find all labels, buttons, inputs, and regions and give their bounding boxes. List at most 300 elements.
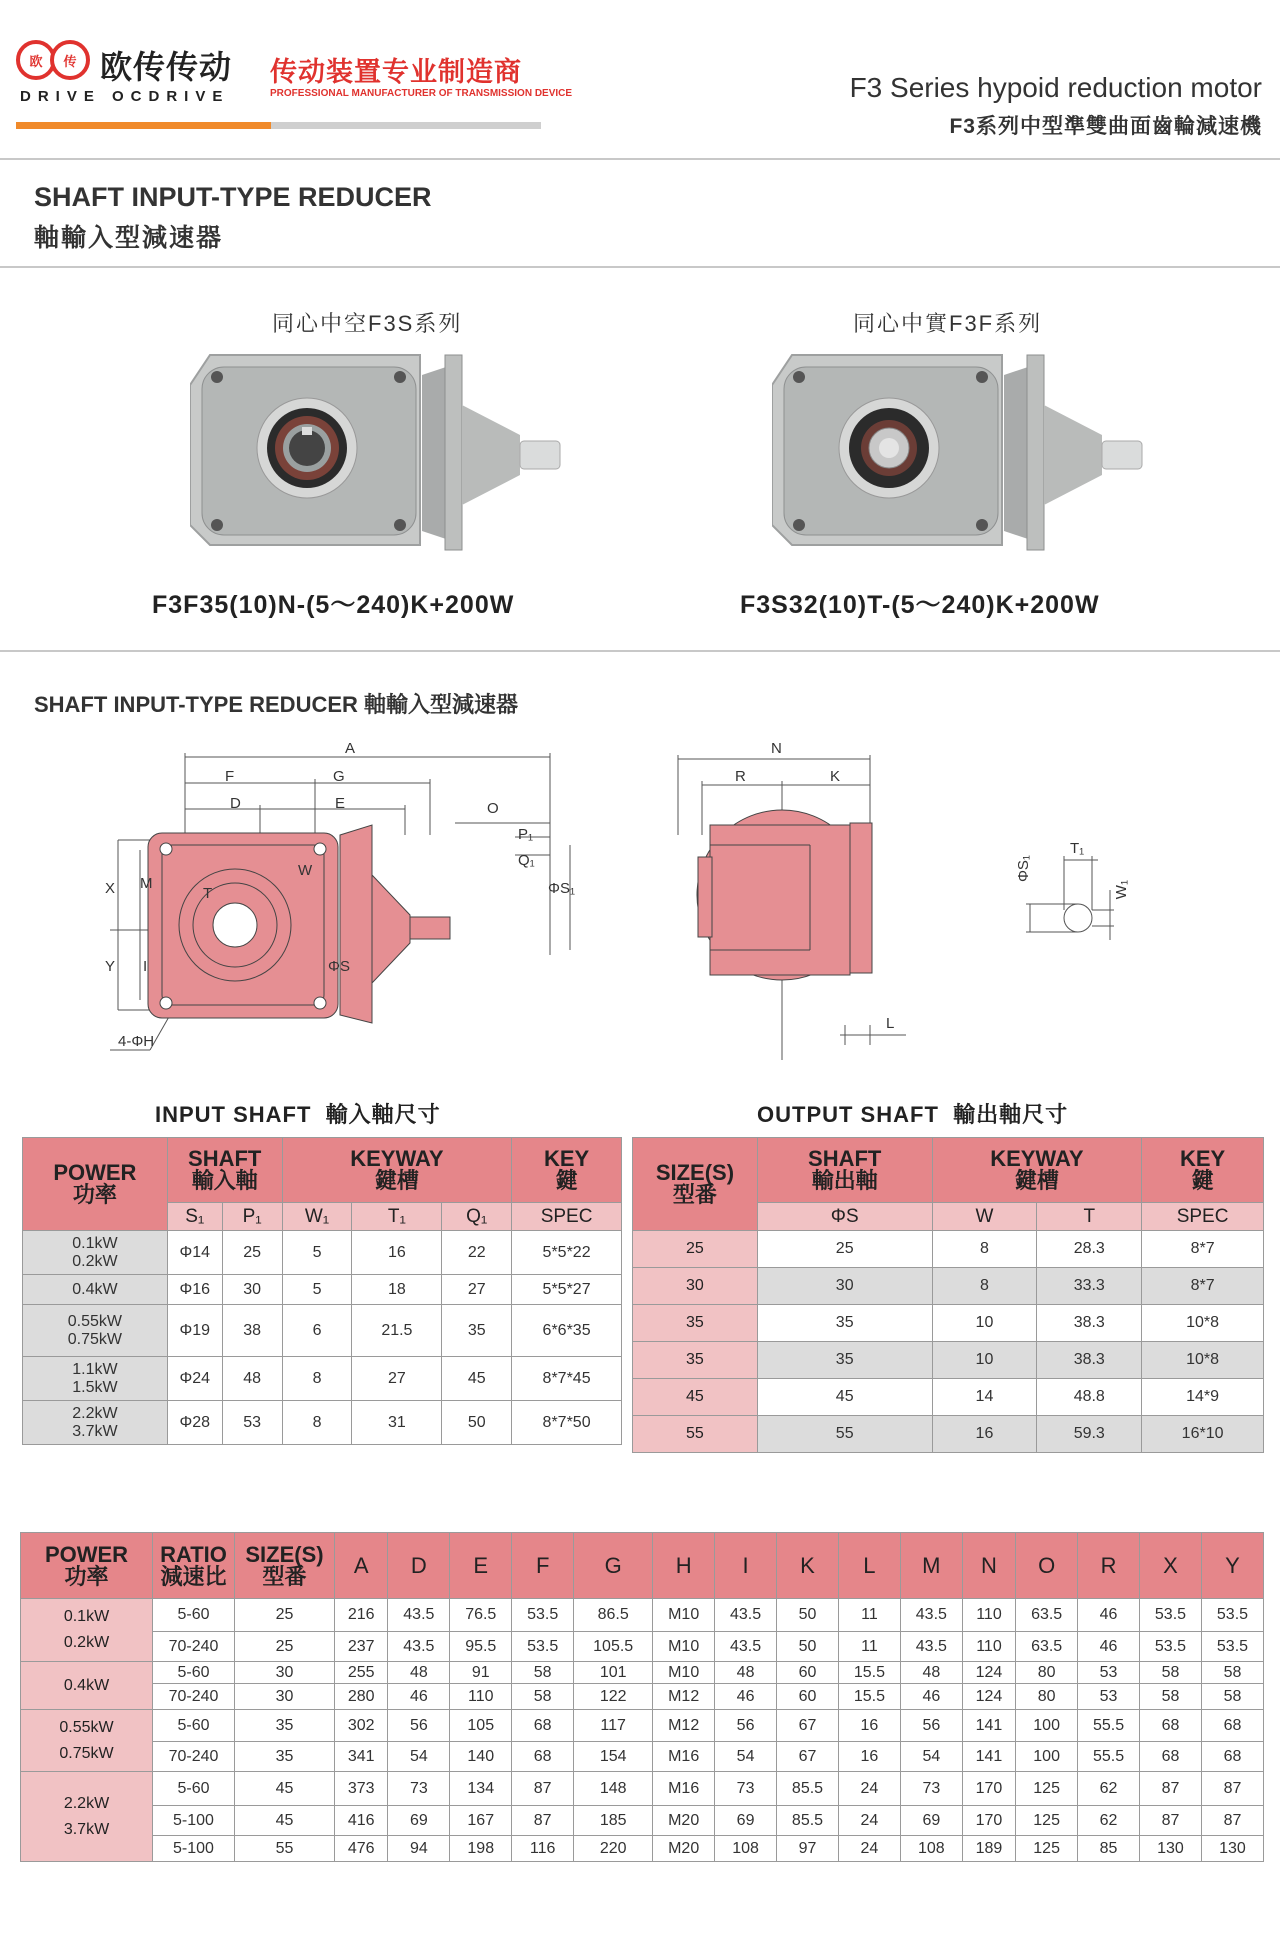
col-header-L: L: [838, 1533, 900, 1599]
col-header: S₁: [167, 1203, 222, 1231]
value-cell: 73: [388, 1772, 450, 1806]
value-cell: 68: [1140, 1710, 1202, 1742]
value-cell: 68: [1201, 1742, 1263, 1772]
value-cell: 45: [757, 1379, 932, 1416]
header-accent-bar-gray: [271, 122, 541, 129]
value-cell: 46: [1078, 1599, 1140, 1632]
value-cell: 73: [715, 1772, 777, 1806]
dim-label-H: 4-ΦH: [118, 1033, 155, 1050]
value-cell: 27: [352, 1357, 442, 1401]
value-cell: 11: [838, 1599, 900, 1632]
value-cell: 58: [512, 1684, 574, 1710]
value-cell: 87: [1201, 1806, 1263, 1836]
value-cell: 16: [838, 1742, 900, 1772]
value-cell: 48: [222, 1357, 282, 1401]
col-header: W: [932, 1203, 1037, 1231]
value-cell: 30: [757, 1268, 932, 1305]
value-cell: 141: [962, 1710, 1015, 1742]
value-cell: 5-60: [153, 1662, 235, 1684]
value-cell: 8: [932, 1231, 1037, 1268]
value-cell: 56: [715, 1710, 777, 1742]
value-cell: 5: [282, 1231, 352, 1275]
value-cell: 8: [282, 1357, 352, 1401]
value-cell: 58: [1140, 1684, 1202, 1710]
header-size: [235, 1533, 335, 1599]
table-row: [633, 1305, 1264, 1342]
value-cell: 18: [352, 1275, 442, 1305]
value-cell: 125: [1016, 1836, 1078, 1862]
value-cell: 60: [777, 1684, 839, 1710]
size-cell: 35: [633, 1342, 758, 1379]
value-cell: 14: [932, 1379, 1037, 1416]
power-cell: 0.55kW 0.75kW: [21, 1710, 153, 1772]
col-header-R: R: [1078, 1533, 1140, 1599]
value-cell: 58: [1140, 1662, 1202, 1684]
dim-label-K: K: [830, 768, 841, 785]
value-cell: 67: [777, 1710, 839, 1742]
value-cell: 22: [442, 1231, 512, 1275]
value-cell: 5-60: [153, 1599, 235, 1632]
brand-name-en: DRIVE OCDRIVE: [20, 88, 230, 105]
size-cell: 25: [633, 1231, 758, 1268]
value-cell: 10*8: [1142, 1305, 1264, 1342]
value-cell: 31: [352, 1401, 442, 1445]
value-cell: 5*5*22: [512, 1231, 622, 1275]
value-cell: M16: [653, 1742, 715, 1772]
dim-label-N: N: [771, 740, 782, 757]
header-ratio-en: RATIO: [160, 1541, 227, 1567]
table-row: [21, 1710, 1264, 1742]
value-cell: 63.5: [1016, 1599, 1078, 1632]
value-cell: 53: [1078, 1684, 1140, 1710]
value-cell: 43.5: [388, 1632, 450, 1662]
value-cell: 70-240: [153, 1632, 235, 1662]
dim-label-W: W: [298, 862, 313, 879]
table-row: [21, 1772, 1264, 1806]
value-cell: 30: [235, 1662, 335, 1684]
size-cell: 35: [633, 1305, 758, 1342]
value-cell: 68: [1140, 1742, 1202, 1772]
dim-label-E: E: [335, 795, 346, 812]
header-size-cn: 型番: [262, 1563, 307, 1589]
value-cell: 8: [282, 1401, 352, 1445]
value-cell: 220: [574, 1836, 653, 1862]
size-cell: 30: [633, 1268, 758, 1305]
value-cell: 302: [335, 1710, 388, 1742]
col-header-O: O: [1016, 1533, 1078, 1599]
dim-label-S: ΦS: [328, 958, 350, 975]
value-cell: 5: [282, 1275, 352, 1305]
value-cell: 53: [222, 1401, 282, 1445]
value-cell: Φ14: [167, 1231, 222, 1275]
value-cell: 69: [900, 1806, 962, 1836]
value-cell: 43.5: [715, 1632, 777, 1662]
table-row: [21, 1684, 1264, 1710]
slogan-en: PROFESSIONAL MANUFACTURER OF TRANSMISSION DEVICE: [270, 88, 573, 99]
value-cell: 87: [512, 1806, 574, 1836]
col-header-K: K: [777, 1533, 839, 1599]
dim-label-Y: Y: [105, 958, 116, 975]
value-cell: 43.5: [388, 1599, 450, 1632]
dim-label-D: D: [230, 795, 241, 812]
value-cell: 53.5: [1140, 1599, 1202, 1632]
table-row: [21, 1742, 1264, 1772]
value-cell: 35: [442, 1305, 512, 1357]
value-cell: 5-100: [153, 1836, 235, 1862]
header-size-en: SIZE(S): [245, 1541, 324, 1567]
header-keyway: KEYWAY 鍵槽: [282, 1138, 512, 1203]
header-power: [21, 1533, 153, 1599]
output-shaft-table: [632, 1137, 1264, 1453]
power-cell: 0.1kW 0.2kW: [21, 1599, 153, 1662]
series-label-left: 同心中空F3S系列: [272, 311, 463, 336]
value-cell: 73: [900, 1772, 962, 1806]
header-power-en: POWER: [44, 1541, 129, 1567]
value-cell: 185: [574, 1806, 653, 1836]
header-ratio: [153, 1533, 235, 1599]
output-shaft-caption: OUTPUT SHAFT 輸出軸尺寸: [757, 1102, 1069, 1127]
value-cell: 141: [962, 1742, 1015, 1772]
value-cell: 24: [838, 1836, 900, 1862]
value-cell: 15.5: [838, 1684, 900, 1710]
value-cell: 5-60: [153, 1710, 235, 1742]
dim-label-X: X: [105, 880, 116, 897]
input-shaft-table: [22, 1137, 622, 1445]
table-row: [21, 1599, 1264, 1632]
value-cell: 68: [512, 1710, 574, 1742]
value-cell: 16: [838, 1710, 900, 1742]
value-cell: M10: [653, 1662, 715, 1684]
value-cell: 25: [222, 1231, 282, 1275]
value-cell: 63.5: [1016, 1632, 1078, 1662]
dim-label-M: M: [140, 875, 153, 892]
value-cell: 170: [962, 1772, 1015, 1806]
value-cell: 68: [512, 1742, 574, 1772]
slogan-cn: 传动装置专业制造商: [270, 57, 522, 87]
value-cell: 56: [388, 1710, 450, 1742]
brand-name-cn: 欧传传动: [100, 49, 233, 85]
value-cell: 60: [777, 1662, 839, 1684]
size-cell: 55: [633, 1416, 758, 1453]
col-header-I: I: [715, 1533, 777, 1599]
value-cell: 69: [388, 1806, 450, 1836]
value-cell: 55: [757, 1416, 932, 1453]
value-cell: 56: [900, 1710, 962, 1742]
col-header: T₁: [352, 1203, 442, 1231]
value-cell: 30: [222, 1275, 282, 1305]
value-cell: 53.5: [1140, 1632, 1202, 1662]
value-cell: 15.5: [838, 1662, 900, 1684]
value-cell: 87: [512, 1772, 574, 1806]
value-cell: M10: [653, 1632, 715, 1662]
input-shaft-caption: INPUT SHAFT 輸入軸尺寸: [155, 1102, 441, 1127]
value-cell: 53.5: [1201, 1599, 1263, 1632]
value-cell: 341: [335, 1742, 388, 1772]
table-row: [23, 1401, 622, 1445]
value-cell: 54: [388, 1742, 450, 1772]
table-row: [23, 1305, 622, 1357]
dim-label-A: A: [345, 740, 356, 757]
value-cell: M10: [653, 1599, 715, 1632]
value-cell: 10: [932, 1342, 1037, 1379]
value-cell: 25: [235, 1599, 335, 1632]
value-cell: 237: [335, 1632, 388, 1662]
table-row: [633, 1231, 1264, 1268]
value-cell: 117: [574, 1710, 653, 1742]
value-cell: 50: [777, 1599, 839, 1632]
value-cell: 53: [1078, 1662, 1140, 1684]
value-cell: 35: [235, 1710, 335, 1742]
col-header-N: N: [962, 1533, 1015, 1599]
value-cell: 46: [388, 1684, 450, 1710]
value-cell: 46: [1078, 1632, 1140, 1662]
col-header: W₁: [282, 1203, 352, 1231]
value-cell: 105: [450, 1710, 512, 1742]
series-label-right: 同心中實F3F系列: [853, 311, 1043, 336]
header-key: KEY 鍵: [512, 1138, 622, 1203]
value-cell: 58: [1201, 1684, 1263, 1710]
value-cell: 5*5*27: [512, 1275, 622, 1305]
value-cell: 130: [1140, 1836, 1202, 1862]
col-header: SPEC: [1142, 1203, 1264, 1231]
power-cell: 0.4kW: [21, 1662, 153, 1710]
dim-label-G: G: [333, 768, 345, 785]
value-cell: 5-100: [153, 1806, 235, 1836]
value-cell: 43.5: [715, 1599, 777, 1632]
detail-label-W1: W₁: [1113, 880, 1130, 900]
header-key: KEY 鍵: [1142, 1138, 1264, 1203]
model-label-right: F3S32(10)T-(5～240)K+200W: [740, 591, 1100, 619]
value-cell: 45: [442, 1357, 512, 1401]
value-cell: 6*6*35: [512, 1305, 622, 1357]
value-cell: 70-240: [153, 1684, 235, 1710]
value-cell: 8*7*50: [512, 1401, 622, 1445]
table-row: [633, 1342, 1264, 1379]
dim-label-P1: P₁: [518, 826, 534, 843]
value-cell: 33.3: [1037, 1268, 1142, 1305]
table-row: [23, 1357, 622, 1401]
value-cell: 110: [962, 1599, 1015, 1632]
table-row: [21, 1632, 1264, 1662]
front-view-drawing: [110, 745, 590, 1065]
header-ratio-cn: 減速比: [160, 1563, 227, 1589]
value-cell: 189: [962, 1836, 1015, 1862]
col-header-G: G: [574, 1533, 653, 1599]
col-header-D: D: [388, 1533, 450, 1599]
header-title-en: F3 Series hypoid reduction motor: [849, 72, 1262, 103]
value-cell: 55.5: [1078, 1710, 1140, 1742]
value-cell: 140: [450, 1742, 512, 1772]
value-cell: M12: [653, 1710, 715, 1742]
value-cell: 108: [900, 1836, 962, 1862]
value-cell: 43.5: [900, 1632, 962, 1662]
value-cell: 122: [574, 1684, 653, 1710]
value-cell: 58: [1201, 1662, 1263, 1684]
value-cell: 38.3: [1037, 1342, 1142, 1379]
detail-label-S1: ΦS₁: [1015, 855, 1032, 883]
dim-label-T: T: [203, 885, 213, 902]
header-power: POWER 功率: [23, 1138, 168, 1231]
col-header-M: M: [900, 1533, 962, 1599]
value-cell: 87: [1140, 1806, 1202, 1836]
power-cell: 0.4kW: [23, 1275, 168, 1305]
dim-label-O: O: [487, 800, 499, 817]
value-cell: 21.5: [352, 1305, 442, 1357]
value-cell: 124: [962, 1684, 1015, 1710]
table-row: [21, 1662, 1264, 1684]
value-cell: 110: [962, 1632, 1015, 1662]
section-title-en: SHAFT INPUT-TYPE REDUCER: [34, 182, 432, 212]
value-cell: 8*7: [1142, 1231, 1264, 1268]
value-cell: 148: [574, 1772, 653, 1806]
dim-label-I: I: [143, 958, 148, 975]
side-view-drawing: [670, 745, 920, 1065]
dim-label-S1: ΦS₁: [548, 880, 576, 897]
value-cell: 53.5: [512, 1599, 574, 1632]
size-cell: 45: [633, 1379, 758, 1416]
table-row: [23, 1231, 622, 1275]
power-cell: 0.1kW 0.2kW: [23, 1231, 168, 1275]
table-row: [21, 1836, 1264, 1862]
value-cell: 105.5: [574, 1632, 653, 1662]
model-label-left: F3F35(10)N-(5～240)K+200W: [152, 591, 515, 619]
value-cell: 46: [715, 1684, 777, 1710]
col-header-E: E: [450, 1533, 512, 1599]
value-cell: 46: [900, 1684, 962, 1710]
value-cell: 476: [335, 1836, 388, 1862]
detail-label-T1: T₁: [1070, 840, 1085, 857]
value-cell: 62: [1078, 1806, 1140, 1836]
power-cell: 0.55kW 0.75kW: [23, 1305, 168, 1357]
value-cell: 43.5: [900, 1599, 962, 1632]
value-cell: 198: [450, 1836, 512, 1862]
product-image-hollow-shaft: [190, 345, 570, 555]
value-cell: 38.3: [1037, 1305, 1142, 1342]
value-cell: 14*9: [1142, 1379, 1264, 1416]
value-cell: 16: [932, 1416, 1037, 1453]
value-cell: 6: [282, 1305, 352, 1357]
value-cell: 68: [1201, 1710, 1263, 1742]
value-cell: 58: [512, 1662, 574, 1684]
value-cell: 167: [450, 1806, 512, 1836]
value-cell: 59.3: [1037, 1416, 1142, 1453]
value-cell: 35: [235, 1742, 335, 1772]
dim-label-F: F: [225, 768, 235, 785]
header-size: SIZE(S) 型番: [633, 1138, 758, 1231]
table-row: [23, 1275, 622, 1305]
col-header-F: F: [512, 1533, 574, 1599]
value-cell: 280: [335, 1684, 388, 1710]
col-header: P₁: [222, 1203, 282, 1231]
power-cell: 2.2kW 3.7kW: [21, 1772, 153, 1862]
value-cell: 54: [900, 1742, 962, 1772]
value-cell: 87: [1201, 1772, 1263, 1806]
table-row: [21, 1806, 1264, 1836]
value-cell: Φ16: [167, 1275, 222, 1305]
value-cell: 76.5: [450, 1599, 512, 1632]
table-row: [633, 1416, 1264, 1453]
product-image-solid-shaft: [772, 345, 1152, 555]
dim-label-L: L: [886, 1015, 895, 1032]
col-header-A: A: [335, 1533, 388, 1599]
table-row: [633, 1379, 1264, 1416]
value-cell: 416: [335, 1806, 388, 1836]
value-cell: 170: [962, 1806, 1015, 1836]
logo-mark-right: 传: [50, 40, 90, 80]
value-cell: 30: [235, 1684, 335, 1710]
value-cell: 69: [715, 1806, 777, 1836]
value-cell: 116: [512, 1836, 574, 1862]
value-cell: 35: [757, 1342, 932, 1379]
value-cell: M20: [653, 1806, 715, 1836]
value-cell: 50: [777, 1632, 839, 1662]
value-cell: 25: [757, 1231, 932, 1268]
value-cell: 87: [1140, 1772, 1202, 1806]
table-row: [633, 1268, 1264, 1305]
value-cell: 101: [574, 1662, 653, 1684]
value-cell: 10*8: [1142, 1342, 1264, 1379]
logo-mark-left: 欧: [16, 40, 56, 80]
value-cell: 154: [574, 1742, 653, 1772]
logo: [16, 40, 96, 86]
dimension-table: [20, 1532, 1264, 1862]
value-cell: 80: [1016, 1662, 1078, 1684]
value-cell: 28.3: [1037, 1231, 1142, 1268]
section-title-cn: 軸輸入型減速器: [34, 224, 224, 252]
header-title-cn: F3系列中型準雙曲面齒輪減速機: [949, 115, 1262, 138]
power-cell: 2.2kW 3.7kW: [23, 1401, 168, 1445]
value-cell: M16: [653, 1772, 715, 1806]
value-cell: 94: [388, 1836, 450, 1862]
col-header: Q₁: [442, 1203, 512, 1231]
value-cell: 16*10: [1142, 1416, 1264, 1453]
value-cell: 125: [1016, 1772, 1078, 1806]
value-cell: 67: [777, 1742, 839, 1772]
value-cell: 8*7*45: [512, 1357, 622, 1401]
value-cell: 85.5: [777, 1806, 839, 1836]
value-cell: 48.8: [1037, 1379, 1142, 1416]
value-cell: 45: [235, 1806, 335, 1836]
col-header: T: [1037, 1203, 1142, 1231]
value-cell: 130: [1201, 1836, 1263, 1862]
value-cell: 216: [335, 1599, 388, 1632]
dim-label-Q1: Q₁: [518, 852, 535, 869]
header-shaft: SHAFT 輸出軸: [757, 1138, 932, 1203]
value-cell: 255: [335, 1662, 388, 1684]
value-cell: 27: [442, 1275, 512, 1305]
col-header-H: H: [653, 1533, 715, 1599]
divider: [0, 158, 1280, 160]
value-cell: 45: [235, 1772, 335, 1806]
value-cell: 100: [1016, 1742, 1078, 1772]
value-cell: 25: [235, 1632, 335, 1662]
value-cell: 48: [388, 1662, 450, 1684]
power-cell: 1.1kW 1.5kW: [23, 1357, 168, 1401]
value-cell: 95.5: [450, 1632, 512, 1662]
col-header-X: X: [1140, 1533, 1202, 1599]
col-header: ΦS: [757, 1203, 932, 1231]
value-cell: 54: [715, 1742, 777, 1772]
value-cell: 80: [1016, 1684, 1078, 1710]
value-cell: 373: [335, 1772, 388, 1806]
value-cell: 38: [222, 1305, 282, 1357]
value-cell: 11: [838, 1632, 900, 1662]
value-cell: 10: [932, 1305, 1037, 1342]
value-cell: 35: [757, 1305, 932, 1342]
value-cell: 50: [442, 1401, 512, 1445]
value-cell: 85: [1078, 1836, 1140, 1862]
value-cell: 5-60: [153, 1772, 235, 1806]
